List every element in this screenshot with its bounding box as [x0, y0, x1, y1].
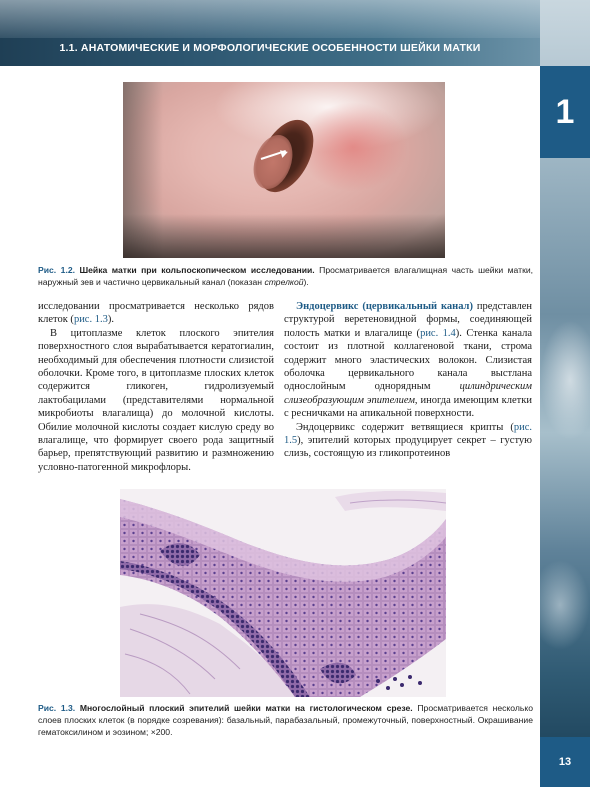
figure-title: Многослойный плоский эпителий шейки матки на гистологическом срезе.: [79, 703, 413, 713]
figure-text: Просматривается влагалищная часть шейки матки, наружный зев и частично цервикальный канал (показан: [38, 265, 534, 287]
header-photo-haze: [0, 0, 540, 38]
paragraph-text: ). Стенка канала состоит из плотной коллагеновой ткани, строма содержит много эластических волокон. Слизистая оболочка цервикального канала выстлана однослойным однорядным: [284, 327, 533, 393]
page-number: 13: [540, 737, 590, 787]
right-text-column: [284, 300, 532, 468]
paragraph-text: представлен структурой веретеновидной формы, соединяющей полость матки и влагалище (: [284, 301, 532, 339]
histology-illustration: [120, 489, 446, 697]
paragraph-text: ).: [107, 314, 114, 326]
paragraph-text: , иногда имеющим клетки с ресничками на апикальной поверхности.: [284, 394, 532, 420]
term-heading: Эндоцервикс (цервикальный канал): [296, 301, 473, 312]
paragraph: [284, 421, 532, 461]
side-strip-highlight: [540, 560, 590, 650]
figure-label: Рис. 1.3.: [38, 703, 76, 713]
photo-redness: [298, 102, 408, 192]
paragraph: [38, 300, 274, 327]
figure-text: Просматривается несколько слоев плоских клеток (в порядке созревания): базальный, парабазальный, промежуточный, поверхностный. Окрашивание гематоксилином и эозином; ×200.: [38, 703, 533, 737]
figure-reference-link[interactable]: рис. 1.3: [73, 314, 108, 326]
left-text-column: [38, 300, 274, 473]
paragraph-text: Эндоцервикс содержит ветвящиеся крипты (: [296, 421, 514, 433]
figure-text-end: ).: [303, 277, 309, 287]
running-header: 1.1. АНАТОМИЧЕСКИЕ И МОРФОЛОГИЧЕСКИЕ ОСОБЕННОСТИ ШЕЙКИ МАТКИ: [59, 42, 481, 54]
colposcopy-photo: [123, 82, 445, 258]
paragraph: [284, 300, 532, 421]
chapter-number-tab: 1: [540, 66, 590, 158]
figure-reference-link[interactable]: рис. 1.4: [420, 327, 456, 339]
header-band: [0, 0, 540, 66]
figure-reference-link[interactable]: рис. 1.5: [284, 421, 532, 447]
figure-1-2-caption: [38, 264, 533, 288]
paragraph-text: ), эпителий которых продуцирует секрет – густую слизь, состоящую из гликопротеинов: [284, 435, 532, 460]
histology-photo: [120, 489, 446, 697]
italic-term: цилиндрическим слизеобразующим эпителием: [284, 381, 532, 406]
side-strip-highlight: [540, 320, 590, 440]
figure-title: Шейка матки при кольпоскопическом исследовании.: [79, 265, 315, 275]
figure-1-3-caption: [38, 702, 533, 738]
photo-shadow: [123, 214, 445, 258]
paragraph-text: исследовании просматривается несколько рядов клеток (: [38, 301, 274, 326]
figure-label: Рис. 1.2.: [38, 265, 76, 275]
figure-text-italic: стрелкой: [264, 277, 304, 287]
paragraph: В цитоплазме клеток плоского эпителия поверхностного слоя вырабатывается кератогиалин, необходимый для обеспечения плотности слизистой оболочки. Кроме того, в цитоплазме плоских клеток содержится гликоген, гидролизуемый лактобацилами (представителями нормальной микробиоты влагалища) до молочной кислоты. Обилие молочной кислоты создает кислую среду во влагалище, что формирует своего рода защитный барьер, препятствующий развитию и размножению условно-патогенной микрофлоры.: [38, 327, 274, 473]
